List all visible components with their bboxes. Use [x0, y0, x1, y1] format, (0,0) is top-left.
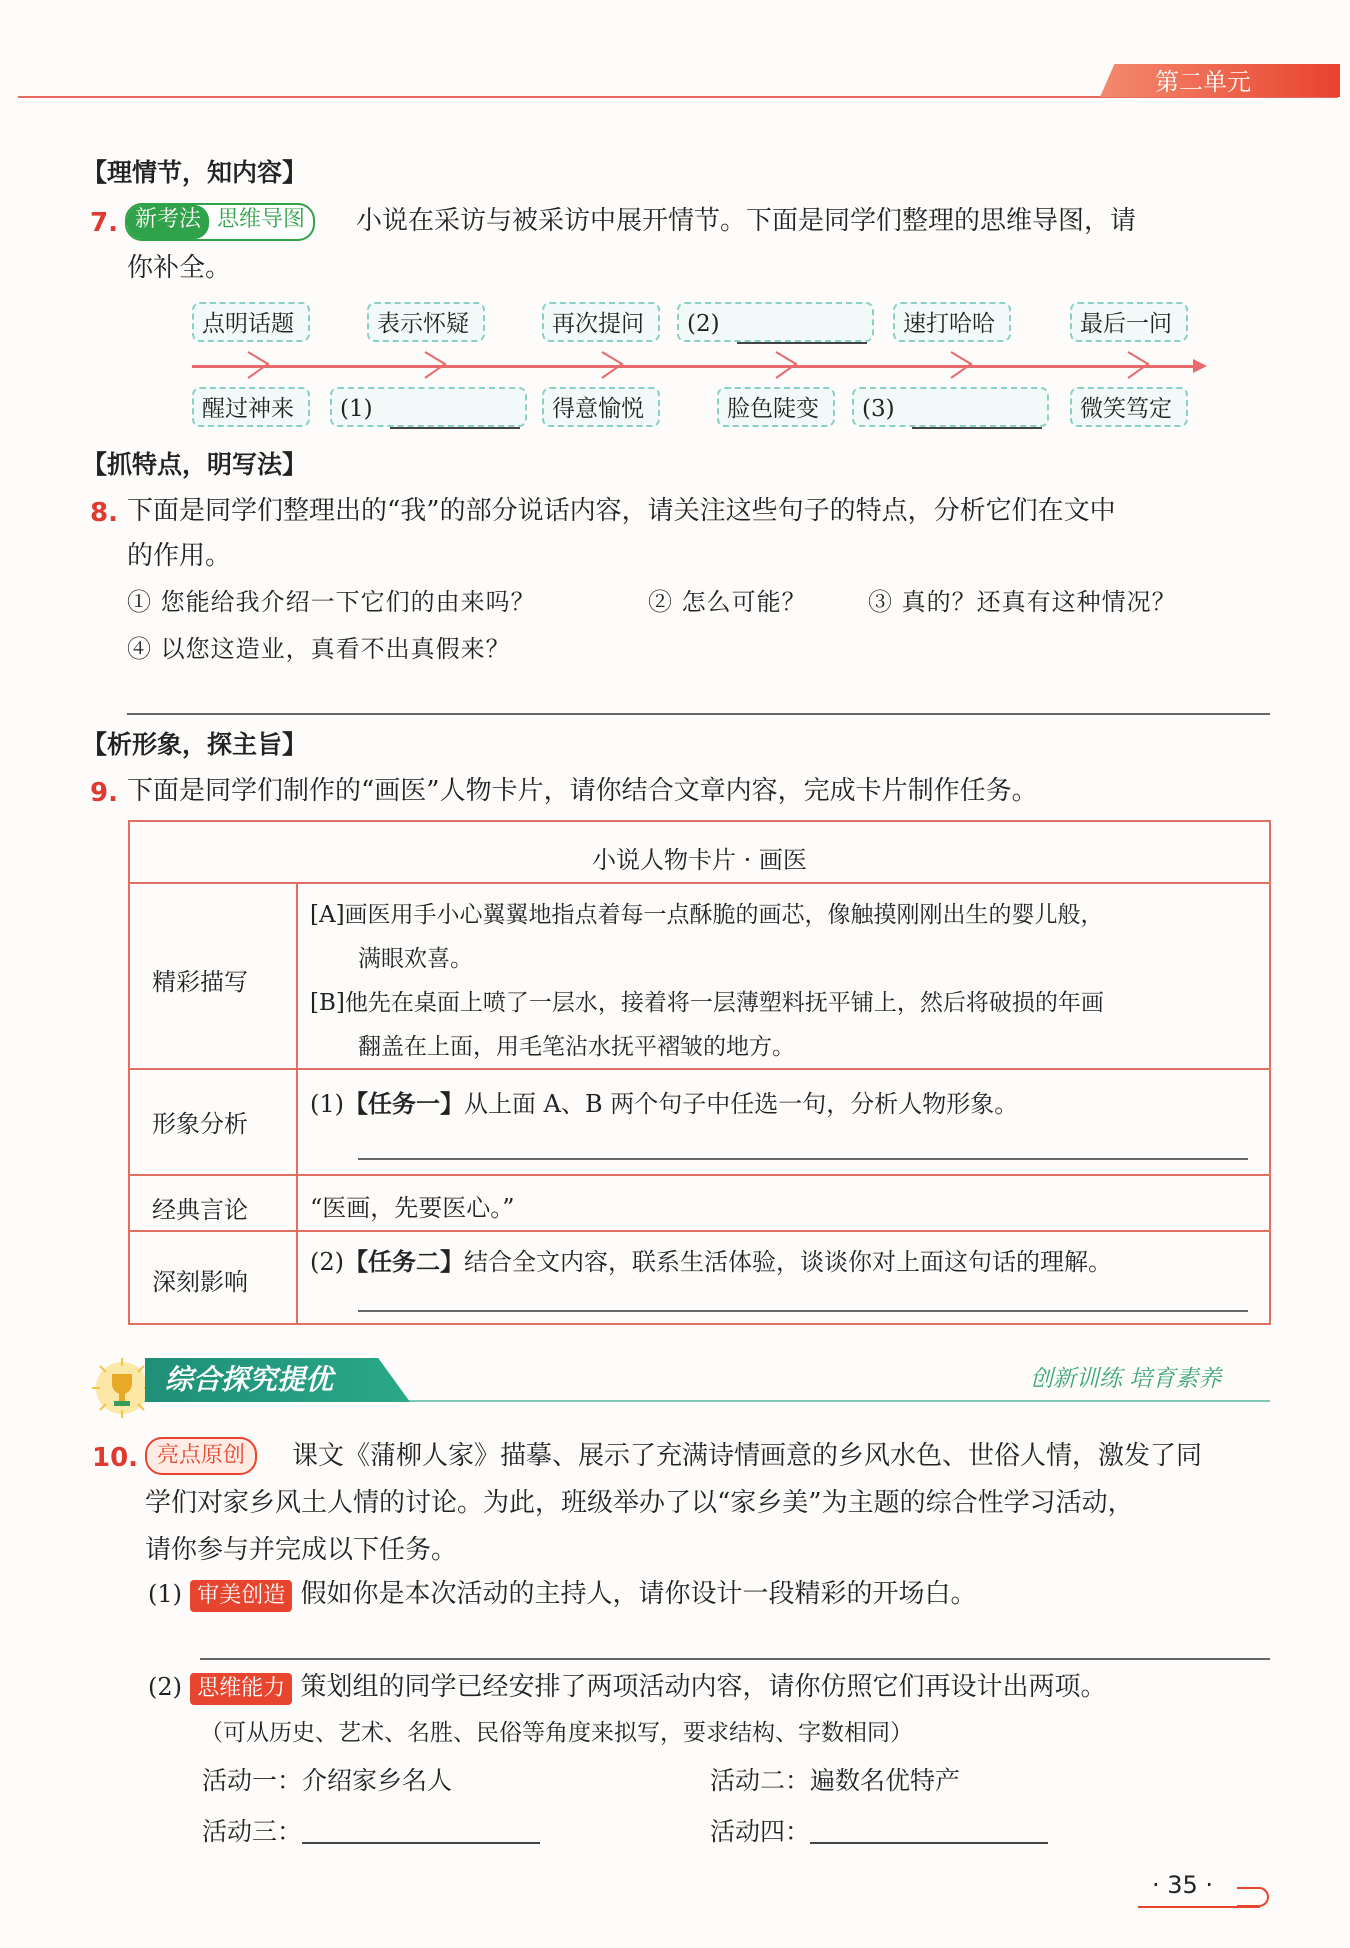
badge-original — [145, 1437, 257, 1475]
description-b-cont: 翻盖在上面，用毛笔沾水抚平褶皱的地方。 — [358, 1034, 795, 1060]
question-text: 请你参与并完成以下任务。 — [145, 1535, 458, 1565]
badge-new-method: 新考法 — [127, 205, 209, 239]
activity-4 — [710, 1816, 1048, 1844]
question-text: 你补全。 — [127, 253, 232, 283]
card-column-divider — [296, 882, 298, 1323]
task-text: 结合全文内容，联系生活体验，谈谈你对上面这句话的理解。 — [464, 1248, 1112, 1276]
question-number: 10. — [92, 1443, 139, 1473]
mindmap-node-blank[interactable] — [677, 302, 874, 342]
sub-question-1 — [148, 1580, 977, 1612]
mindmap-node-top: 点明话题 — [192, 302, 310, 342]
task-label: 【任务一】 — [344, 1090, 464, 1118]
description-b: [B]他先在桌面上喷了一层水，接着将一层薄塑料抚平铺上，然后将破损的年画 — [310, 990, 1104, 1016]
quote-item: ① 您能给我介绍一下它们的由来吗？ — [127, 588, 536, 616]
task-text: 从上面 A、B 两个句子中任选一句，分析人物形象。 — [464, 1090, 1019, 1118]
sub-text: 策划组的同学已经安排了两项活动内容，请你仿照它们再设计出两项。 — [300, 1672, 1107, 1702]
question-number: 8. — [90, 498, 118, 528]
card-row-divider — [130, 1174, 1269, 1176]
blank-label: (3) — [862, 396, 895, 422]
sub-text: 假如你是本次活动的主持人，请你设计一段精彩的开场白。 — [300, 1579, 977, 1609]
question-number: 7. — [90, 208, 118, 238]
quote-item: ④ 以您这造业，真看不出真假来？ — [127, 635, 511, 663]
character-card — [128, 820, 1271, 1325]
mindmap-node-bottom: 脸色陡变 — [717, 387, 835, 427]
answer-blank[interactable] — [810, 1816, 1048, 1844]
question-text: 课文《蒲柳人家》描摹、展示了充满诗情画意的乡风水色、世俗人情，激发了同 — [292, 1441, 1203, 1471]
question-text: 的作用。 — [127, 541, 232, 571]
mindmap-node-blank[interactable] — [330, 387, 527, 427]
row-label-impact: 深刻影响 — [152, 1268, 248, 1296]
mindmap-node-top: 表示怀疑 — [367, 302, 485, 342]
activity-1: 活动一：介绍家乡名人 — [202, 1766, 453, 1795]
description-a: [A]画医用手小心翼翼地指点着每一点酥脆的画芯，像触摸刚刚出生的婴儿般， — [310, 902, 1104, 928]
activity-label: 活动三： — [202, 1817, 303, 1846]
quote-item: ② 怎么可能？ — [648, 588, 807, 616]
question-text: 下面是同学们制作的“画医”人物卡片，请你结合文章内容，完成卡片制作任务。 — [127, 776, 1038, 806]
task-label: 【任务二】 — [344, 1248, 464, 1276]
mindmap-node-bottom: 醒过神来 — [192, 387, 310, 427]
tag-thinking: 思维能力 — [190, 1673, 292, 1705]
task-two — [310, 1242, 1112, 1277]
tag-aesthetic: 审美创造 — [190, 1580, 292, 1612]
banner-title: 综合探究提优 — [165, 1363, 334, 1396]
answer-line[interactable] — [358, 1310, 1248, 1312]
answer-line[interactable] — [127, 713, 1270, 715]
sub-note: （可从历史、艺术、名胜、民俗等角度来拟写，要求结构、字数相同） — [200, 1720, 913, 1746]
row-label-description: 精彩描写 — [152, 968, 248, 996]
card-row-divider — [130, 1068, 1269, 1070]
task-prefix: (2) — [310, 1248, 344, 1276]
classic-quote: “医画，先要医心。” — [310, 1194, 515, 1222]
answer-blank[interactable] — [737, 314, 867, 344]
row-label-quote: 经典言论 — [152, 1196, 248, 1224]
chevron-markers — [0, 350, 1350, 390]
quote-item: ③ 真的？还真有这种情况？ — [868, 588, 1177, 616]
activity-label: 活动四： — [710, 1817, 811, 1846]
description-a-cont: 满眼欢喜。 — [358, 946, 473, 972]
question-text: 下面是同学们整理出的“我”的部分说话内容，请关注这些句子的特点，分析它们在文中 — [127, 496, 1116, 526]
banner-slogan: 创新训练 培育素养 — [1030, 1366, 1222, 1392]
answer-blank[interactable] — [912, 399, 1042, 429]
mindmap-node-bottom: 微笑笃定 — [1070, 387, 1188, 427]
page-curl-icon — [1235, 1880, 1271, 1910]
mindmap-node-top: 再次提问 — [542, 302, 660, 342]
badge-group — [125, 203, 315, 241]
answer-blank[interactable] — [390, 399, 520, 429]
badge-mindmap: 思维导图 — [217, 207, 306, 232]
question-number: 9. — [90, 778, 118, 808]
mindmap-node-top: 速打哈哈 — [893, 302, 1011, 342]
unit-label: 第二单元 — [1155, 68, 1251, 96]
activity-2: 活动二：遍数名优特产 — [710, 1766, 961, 1795]
section-heading: 【理情节，知内容】 — [82, 158, 308, 187]
section-heading: 【析形象，探主旨】 — [82, 730, 308, 759]
section-heading: 【抓特点，明写法】 — [82, 450, 308, 479]
question-text: 小说在采访与被采访中展开情节。下面是同学们整理的思维导图，请 — [356, 206, 1137, 236]
question-text: 学们对家乡风土人情的讨论。为此，班级举办了以“家乡美”为主题的综合性学习活动， — [145, 1488, 1134, 1518]
card-row-divider — [130, 882, 1269, 884]
answer-blank[interactable] — [302, 1816, 540, 1844]
badge-original-label: 亮点原创 — [157, 1443, 246, 1468]
mindmap-node-top: 最后一问 — [1070, 302, 1188, 342]
answer-line[interactable] — [200, 1658, 1270, 1660]
trophy-icon — [92, 1358, 152, 1418]
task-one — [310, 1084, 1018, 1119]
card-row-divider — [130, 1230, 1269, 1232]
task-prefix: (1) — [310, 1090, 344, 1118]
answer-line[interactable] — [358, 1158, 1248, 1160]
mindmap-node-blank[interactable] — [852, 387, 1049, 427]
page-number: · 35 · — [1152, 1871, 1214, 1899]
sub-question-2 — [148, 1673, 1107, 1705]
row-label-analysis: 形象分析 — [152, 1110, 248, 1138]
blank-label: (2) — [687, 311, 720, 337]
card-title: 小说人物卡片 · 画医 — [592, 846, 807, 874]
activity-3 — [202, 1816, 540, 1844]
mindmap-node-bottom: 得意愉悦 — [542, 387, 660, 427]
sub-prefix: (2) — [148, 1673, 182, 1701]
sub-prefix: (1) — [148, 1580, 182, 1608]
blank-label: (1) — [340, 396, 373, 422]
